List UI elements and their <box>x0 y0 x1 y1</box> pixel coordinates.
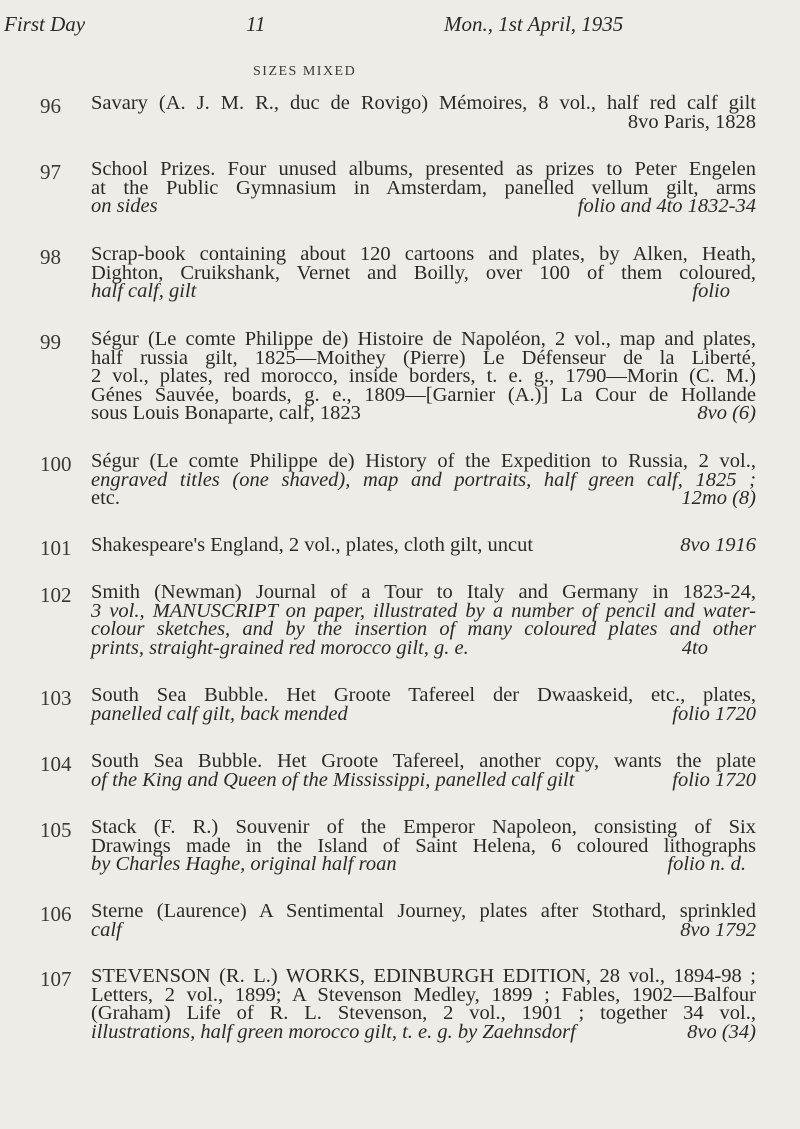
lot-format: folio <box>692 280 730 302</box>
lot-line: School Prizes. Four unused albums, presented as prizes to Peter Engelen <box>91 158 756 180</box>
lot-line: (Graham) Life of R. L. Stevenson, 2 vol., 1901 ; together 34 vol., <box>91 1002 756 1024</box>
lot-binding: etc. <box>91 487 121 509</box>
lot-line: 2 vol., plates, red morocco, inside borders, t. e. g., 1790—Morin (C. M.) <box>91 365 756 387</box>
lot-line <box>91 855 756 874</box>
lot-format: 8vo (34) <box>687 1020 756 1043</box>
lot-description <box>91 94 756 131</box>
lot-line <box>91 768 756 791</box>
lot-format: 8vo Paris, 1828 <box>627 110 756 133</box>
lot-description <box>91 330 756 423</box>
lot-number: 102 <box>40 583 72 607</box>
lot-line: Savary (A. J. M. R., duc de Rovigo) Mémoires, 8 vol., half red calf gilt <box>91 92 756 114</box>
lot-format: 12mo (8) <box>681 487 756 509</box>
lot-line: at the Public Gymnasium in Amsterdam, panelled vellum gilt, arms <box>91 176 756 199</box>
lot-binding: illustrations, half green morocco gilt, t. e. g. by Zaehnsdorf <box>91 1020 576 1043</box>
lot-binding: on sides <box>91 195 158 217</box>
lot-format: folio and 4to 1832-34 <box>577 195 756 217</box>
lot-number: 105 <box>40 818 72 842</box>
lot-line: Ségur (Le comte Philippe de) Histoire de Napoléon, 2 vol., map and plates, <box>91 328 756 350</box>
lot-description <box>91 536 756 555</box>
lot-line: Ségur (Le comte Philippe de) History of the Expedition to Russia, 2 vol., <box>91 450 756 472</box>
lot-line: engraved titles (one shaved), map and portraits, half green calf, 1825 ; <box>91 468 756 491</box>
lot-binding: Shakespeare's England, 2 vol., plates, cloth gilt, uncut <box>91 534 534 556</box>
lot-line: 3 vol., MANUSCRIPT on paper, illustrated by a number of pencil and water- <box>91 599 756 622</box>
lot-line: Drawings made in the Island of Saint Helena, 6 coloured lithographs <box>91 834 756 857</box>
lot-description <box>91 452 756 508</box>
lot-description <box>91 245 756 301</box>
lot-line: Stack (F. R.) Souvenir of the Emperor Napoleon, consisting of Six <box>91 816 756 838</box>
lot-line <box>91 1020 756 1043</box>
lot-line: Letters, 2 vol., 1899; A Stevenson Medley, 1899 ; Fables, 1902—Balfour <box>91 983 756 1006</box>
lot-format: 8vo 1916 <box>680 534 756 556</box>
lot-description <box>91 967 756 1041</box>
lot-line: colour sketches, and by the insertion of many coloured plates and other <box>91 618 756 640</box>
lot-line: South Sea Bubble. Het Groote Tafereel der Dwaaskeid, etc., plates, <box>91 684 756 706</box>
lot-line: Smith (Newman) Journal of a Tour to Italy and Germany in 1823-24, <box>91 581 756 603</box>
lot-binding: calf <box>91 918 122 941</box>
lot-binding: panelled calf gilt, back mended <box>91 702 348 725</box>
lot-line: Génes Sauvée, boards, g. e., 1809—[Garnier (A.)] La Cour de Hollande <box>91 383 756 406</box>
lot-number: 107 <box>40 967 72 991</box>
lot-description <box>91 818 756 874</box>
lot-binding: of the King and Queen of the Mississippi, panelled calf gilt <box>91 768 575 791</box>
header-day: First Day <box>4 12 86 36</box>
lot-number: 97 <box>40 160 61 184</box>
lot-description <box>91 752 756 789</box>
lot-number: 104 <box>40 752 72 776</box>
lot-line: South Sea Bubble. Het Groote Tafereel, another copy, wants the plate <box>91 750 756 772</box>
lot-line: Sterne (Laurence) A Sentimental Journey, plates after Stothard, sprinkled <box>91 900 756 922</box>
lot-binding: prints, straight-grained red morocco gilt, g. e. <box>91 636 469 659</box>
header-page-number: 11 <box>246 12 266 36</box>
header-date: Mon., 1st April, 1935 <box>444 12 624 36</box>
lot-number: 103 <box>40 686 72 710</box>
lot-description <box>91 686 756 723</box>
lot-number: 98 <box>40 245 61 269</box>
lot-line: STEVENSON (R. L.) WORKS, EDINBURGH EDITION, 28 vol., 1894-98 ; <box>91 965 756 987</box>
lot-line <box>91 282 756 301</box>
lot-format: 8vo (6) <box>697 402 756 424</box>
lot-description <box>91 902 756 939</box>
section-title: SIZES MIXED <box>253 64 357 79</box>
lot-line: Dighton, Cruikshank, Vernet and Boilly, over 100 of them coloured, <box>91 261 756 284</box>
lot-line <box>91 536 756 555</box>
lot-description <box>91 160 756 216</box>
lot-number: 96 <box>40 94 61 118</box>
lot-number: 99 <box>40 330 61 354</box>
lot-format: folio 1720 <box>672 702 756 725</box>
lot-format: 4to <box>681 636 708 659</box>
lot-format: folio 1720 <box>672 768 756 791</box>
lot-number: 106 <box>40 902 72 926</box>
lot-line <box>91 702 756 725</box>
lot-format: 8vo 1792 <box>680 918 756 941</box>
lot-binding: by Charles Haghe, original half roan <box>91 853 397 875</box>
lot-line: half russia gilt, 1825—Moithey (Pierre) Le Défenseur de la Liberté, <box>91 346 756 369</box>
lot-line <box>91 489 756 508</box>
page-header <box>0 0 800 50</box>
lot-line: Scrap-book containing about 120 cartoons and plates, by Alken, Heath, <box>91 243 756 265</box>
lot-line <box>91 404 756 423</box>
lot-binding: sous Louis Bonaparte, calf, 1823 <box>91 402 361 424</box>
lot-description <box>91 583 756 657</box>
lot-line <box>91 197 756 216</box>
lot-binding: half calf, gilt <box>91 280 197 302</box>
lot-line <box>91 636 756 659</box>
lot-number: 100 <box>40 452 72 476</box>
lot-format: folio n. d. <box>667 853 746 875</box>
lot-number: 101 <box>40 536 72 560</box>
lot-line <box>91 918 756 941</box>
